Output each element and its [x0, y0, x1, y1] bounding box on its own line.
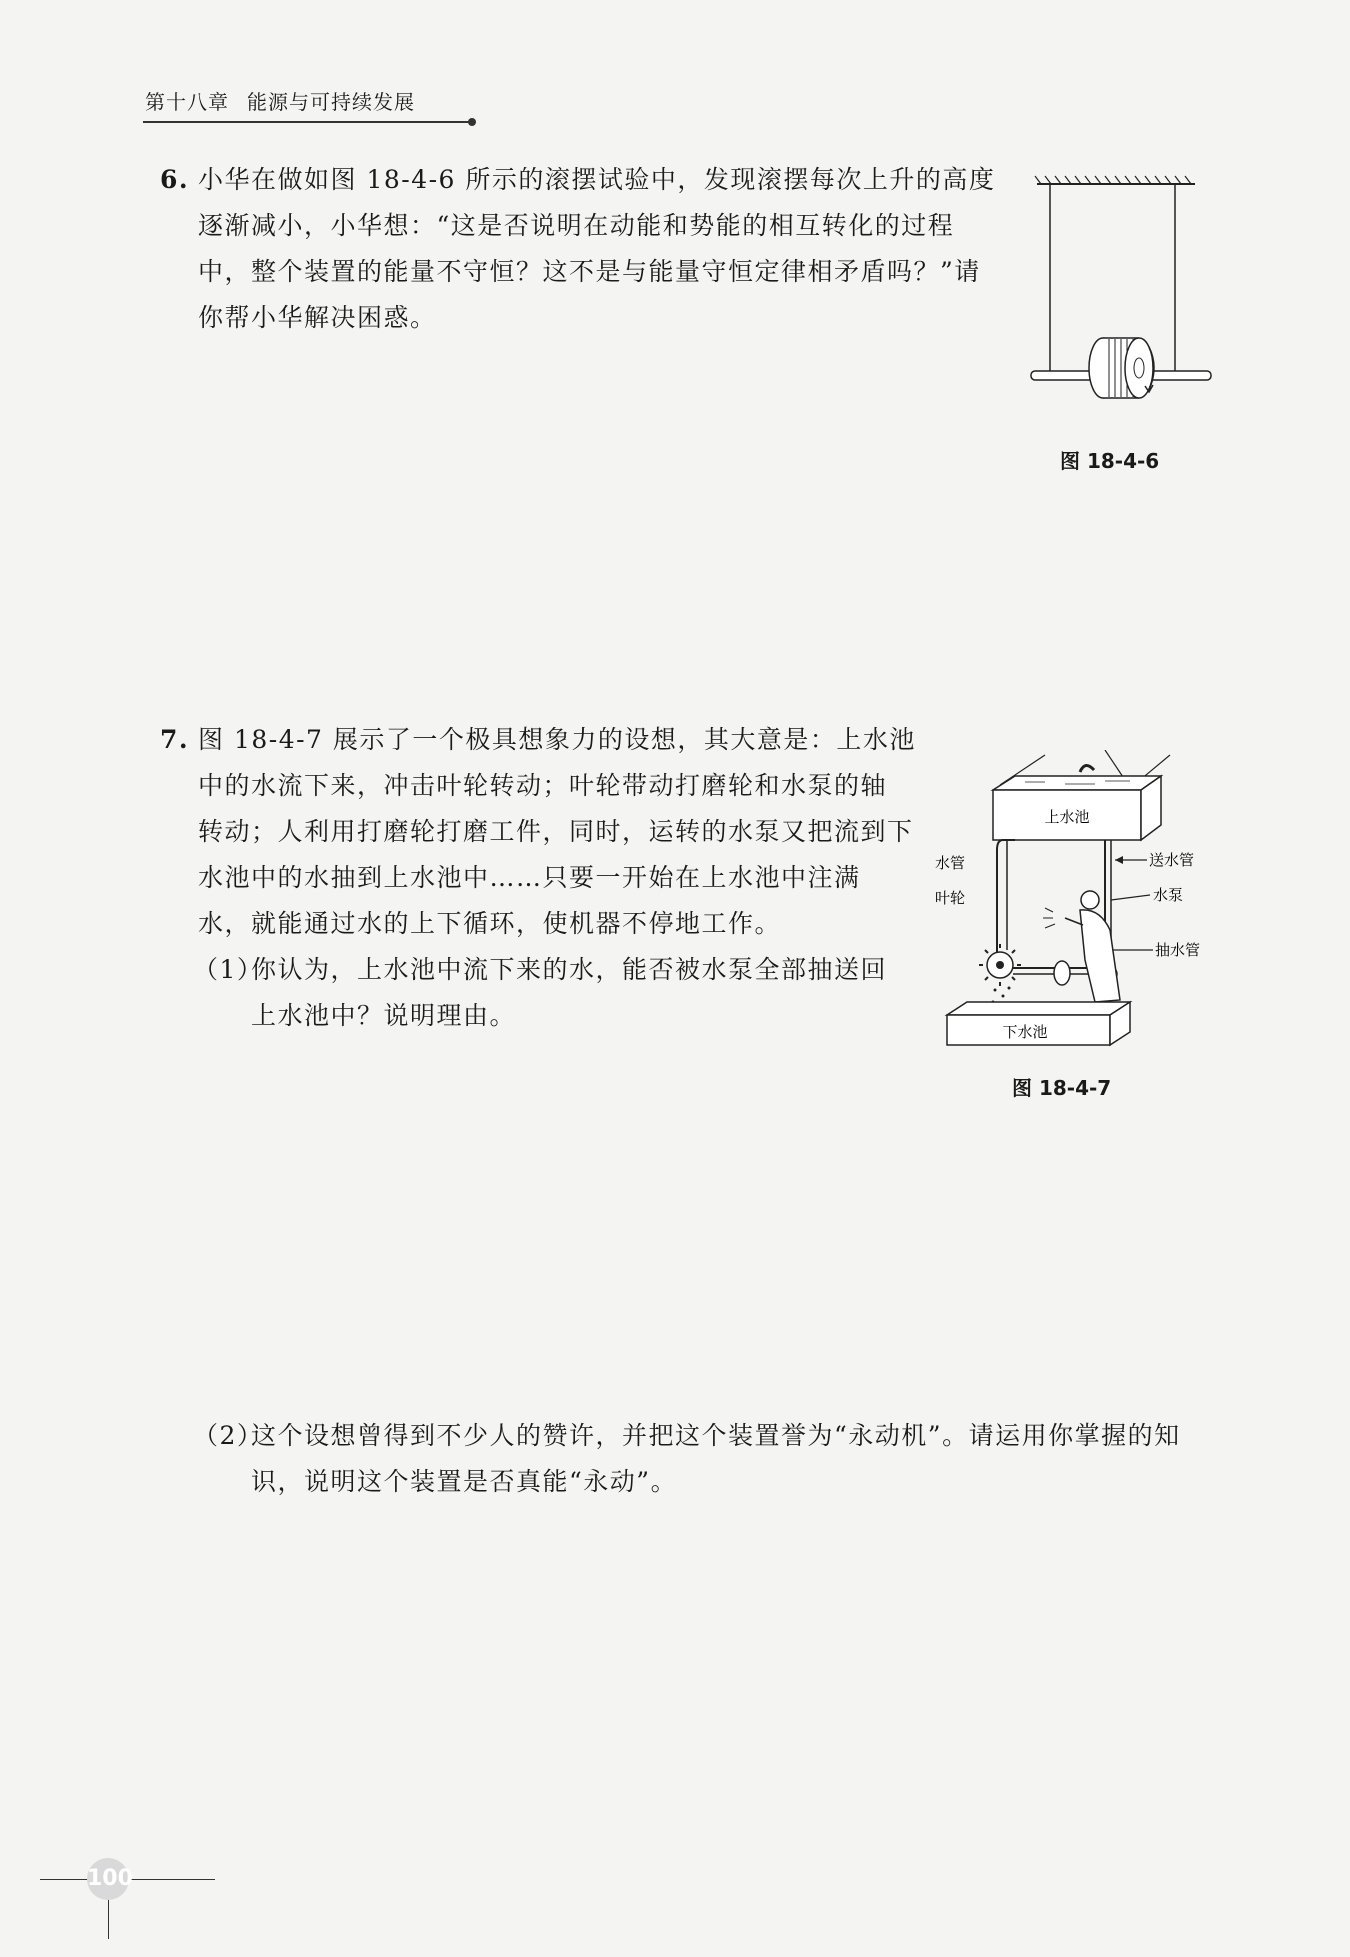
- question-7-line: 转动；人利用打磨轮打磨工件，同时，运转的水泵又把流到下: [198, 817, 914, 846]
- question-7-line: 水，就能通过水的上下循环，使机器不停地工作。: [198, 909, 782, 938]
- question-6-line: 中，整个装置的能量不守恒？这不是与能量守恒定律相矛盾吗？”请: [198, 257, 981, 286]
- maxwell-wheel-figure: [1025, 172, 1225, 402]
- header-dot: [468, 118, 476, 126]
- question-6-line: 你帮小华解决困惑。: [198, 303, 437, 332]
- question-7-part-1: [193, 947, 923, 1039]
- question-6-line: 小华在做如图 18-4-6 所示的滚摆试验中，发现滚摆每次上升的高度: [198, 165, 996, 194]
- chapter-title: 能源与可持续发展: [247, 90, 415, 114]
- part-1-line: 你认为，上水池中流下来的水，能否被水泵全部抽送回: [251, 955, 888, 984]
- label-delivery-pipe: 送水管: [1149, 851, 1195, 869]
- perpetual-motion-figure: [925, 750, 1225, 1050]
- part-1-line: 上水池中？说明理由。: [251, 1001, 517, 1030]
- part-2-line: 这个设想曾得到不少人的赞许，并把这个装置誉为“永动机”。请运用你掌握的知: [251, 1421, 1181, 1450]
- label-impeller: 叶轮: [935, 889, 966, 907]
- label-pump: 水泵: [1153, 886, 1184, 904]
- label-suction-pipe: 抽水管: [1155, 941, 1201, 959]
- question-6-line: 逐渐减小，小华想：“这是否说明在动能和势能的相互转化的过程: [198, 211, 955, 240]
- question-6: [160, 157, 1020, 341]
- chapter-number: 第十八章: [145, 90, 229, 114]
- part-1-label: （1）: [193, 955, 264, 984]
- question-7-number: 7.: [160, 725, 190, 754]
- question-7-line: 图 18-4-7 展示了一个极具想象力的设想，其大意是：上水池: [198, 725, 916, 754]
- question-7: [160, 717, 920, 947]
- header-rule: [143, 121, 473, 123]
- question-7-line: 中的水流下来，冲击叶轮转动；叶轮带动打磨轮和水泵的轴: [198, 771, 888, 800]
- label-upper-pool: 上水池: [1044, 808, 1090, 826]
- question-6-number: 6.: [160, 165, 190, 194]
- figure-caption-18-4-7: 图 18-4-7: [1012, 1076, 1112, 1100]
- figure-caption-18-4-6: 图 18-4-6: [1060, 449, 1160, 473]
- part-2-label: （2）: [193, 1421, 264, 1450]
- page-number: 100: [87, 1858, 129, 1900]
- running-header: [145, 86, 415, 115]
- label-lower-pool: 下水池: [1002, 1023, 1048, 1041]
- label-water-pipe: 水管: [935, 854, 966, 872]
- part-2-line: 识，说明这个装置是否真能“永动”。: [251, 1467, 678, 1496]
- question-7-line: 水池中的水抽到上水池中……只要一开始在上水池中注满: [198, 863, 861, 892]
- question-7-part-2: [193, 1413, 1233, 1505]
